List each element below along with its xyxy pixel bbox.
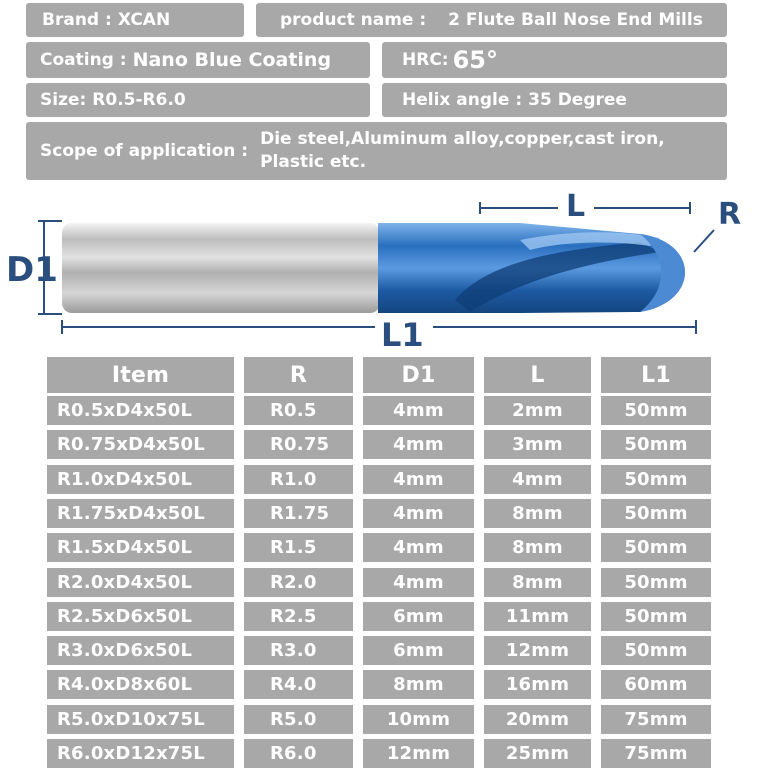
scope-line-1: Die steel,Aluminum alloy,copper,cast iron, — [260, 129, 665, 149]
table-cell-item: R2.5xD6x50L — [47, 602, 234, 631]
table-cell-d1: 4mm — [363, 430, 474, 459]
scope-label: Scope of application : — [40, 141, 249, 161]
table-cell-item: R6.0xD12x75L — [47, 739, 234, 768]
table-cell-r: R0.75 — [244, 430, 353, 459]
size-label: Size: — [40, 90, 87, 110]
table-cell-r: R2.0 — [244, 568, 353, 597]
scope-values — [260, 128, 665, 174]
table-cell-r: R5.0 — [244, 705, 353, 734]
table-cell-l1: 50mm — [601, 499, 711, 528]
table-cell-item: R2.0xD4x50L — [47, 568, 234, 597]
hrc-value: 65° — [452, 46, 498, 74]
table-cell-d1: 6mm — [363, 602, 474, 631]
table-cell-r: R4.0 — [244, 670, 353, 699]
table-cell-d1: 4mm — [363, 396, 474, 425]
header-r: R — [244, 357, 353, 393]
table-cell-l: 11mm — [484, 602, 591, 631]
shank — [62, 223, 380, 313]
table-cell-l: 8mm — [484, 499, 591, 528]
table-cell-item: R3.0xD6x50L — [47, 636, 234, 665]
table-cell-l1: 50mm — [601, 465, 711, 494]
helix-value: 35 Degree — [528, 90, 627, 110]
table-cell-l: 16mm — [484, 670, 591, 699]
table-cell-l: 2mm — [484, 396, 591, 425]
table-cell-l1: 75mm — [601, 739, 711, 768]
table-cell-l: 20mm — [484, 705, 591, 734]
table-cell-r: R2.5 — [244, 602, 353, 631]
table-cell-r: R1.75 — [244, 499, 353, 528]
coating-label: Coating : — [40, 50, 127, 70]
table-cell-item: R4.0xD8x60L — [47, 670, 234, 699]
table-cell-item: R1.75xD4x50L — [47, 499, 234, 528]
table-cell-item: R0.5xD4x50L — [47, 396, 234, 425]
label-r: R — [718, 197, 742, 232]
product-value: 2 Flute Ball Nose End Mills — [448, 10, 703, 30]
table-cell-d1: 4mm — [363, 499, 474, 528]
table-cell-item: R0.75xD4x50L — [47, 430, 234, 459]
table-cell-r: R1.5 — [244, 533, 353, 562]
table-cell-item: R1.0xD4x50L — [47, 465, 234, 494]
hrc-box — [382, 42, 727, 78]
table-cell-d1: 12mm — [363, 739, 474, 768]
table-cell-l1: 50mm — [601, 533, 711, 562]
table-cell-item: R1.5xD4x50L — [47, 533, 234, 562]
table-cell-l: 8mm — [484, 568, 591, 597]
table-cell-l: 8mm — [484, 533, 591, 562]
product-box — [256, 3, 727, 37]
table-cell-r: R3.0 — [244, 636, 353, 665]
brand-box — [26, 3, 244, 37]
table-cell-r: R1.0 — [244, 465, 353, 494]
table-cell-l1: 50mm — [601, 636, 711, 665]
header-d1: D1 — [363, 357, 474, 393]
label-d1: D1 — [6, 250, 58, 290]
table-cell-l: 3mm — [484, 430, 591, 459]
size-value: R0.5-R6.0 — [92, 90, 186, 110]
table-cell-l1: 50mm — [601, 396, 711, 425]
table-cell-l: 12mm — [484, 636, 591, 665]
scope-line-2: Plastic etc. — [260, 152, 367, 172]
table-cell-l: 4mm — [484, 465, 591, 494]
scope-box — [26, 122, 727, 180]
size-box — [26, 83, 370, 117]
table-cell-r: R0.5 — [244, 396, 353, 425]
table-cell-d1: 4mm — [363, 533, 474, 562]
table-cell-l1: 50mm — [601, 430, 711, 459]
table-cell-d1: 4mm — [363, 568, 474, 597]
table-cell-l: 25mm — [484, 739, 591, 768]
brand-value: XCAN — [117, 10, 171, 30]
header-l1: L1 — [601, 357, 711, 393]
table-cell-r: R6.0 — [244, 739, 353, 768]
table-cell-l1: 50mm — [601, 602, 711, 631]
helix-label: Helix angle : — [402, 90, 523, 110]
coating-box — [26, 42, 370, 78]
label-l: L — [566, 190, 586, 224]
helix-box — [382, 83, 727, 117]
table-cell-l1: 50mm — [601, 568, 711, 597]
brand-label: Brand : — [42, 10, 112, 30]
table-cell-d1: 6mm — [363, 636, 474, 665]
table-cell-d1: 10mm — [363, 705, 474, 734]
end-mill-diagram — [0, 190, 763, 360]
coating-value: Nano Blue Coating — [132, 49, 332, 71]
table-cell-d1: 8mm — [363, 670, 474, 699]
table-cell-item: R5.0xD10x75L — [47, 705, 234, 734]
label-l1: L1 — [381, 316, 424, 354]
table-cell-l1: 75mm — [601, 705, 711, 734]
header-item: Item — [47, 357, 234, 393]
product-label: product name : — [280, 10, 427, 30]
table-cell-l1: 60mm — [601, 670, 711, 699]
table-cell-d1: 4mm — [363, 465, 474, 494]
header-l: L — [484, 357, 591, 393]
hrc-label: HRC: — [402, 50, 449, 70]
